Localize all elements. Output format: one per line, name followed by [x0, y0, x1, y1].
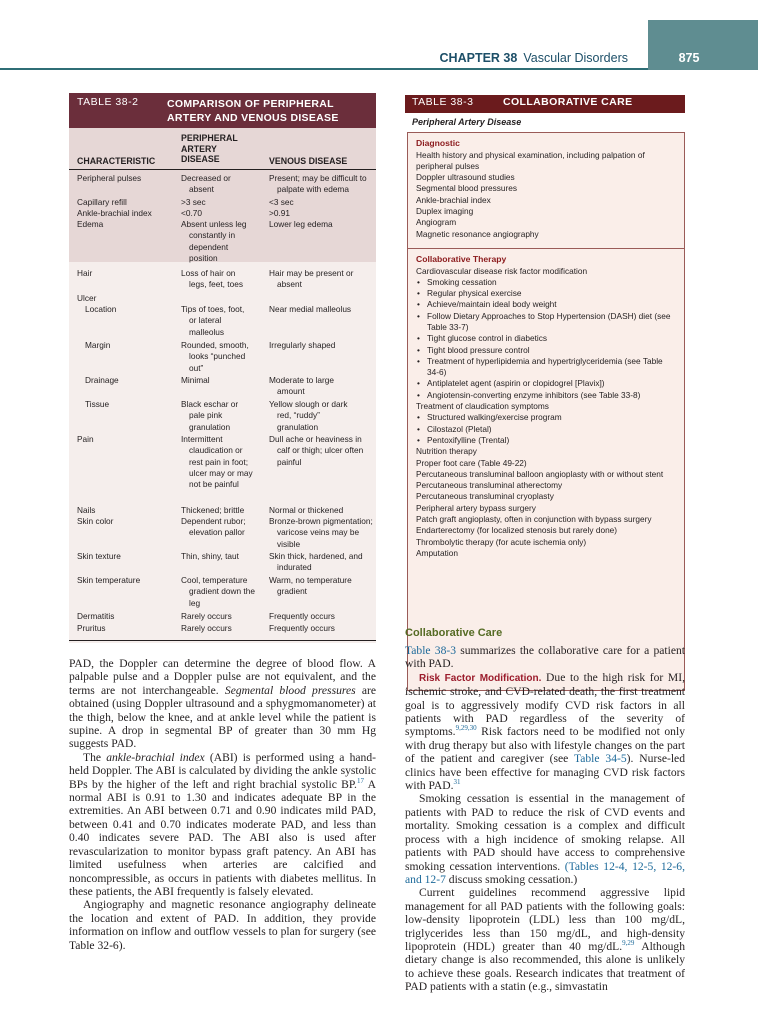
text-run: Current guidelines recommend aggressive lipid management for all PAD patients with the following goals: low-density lipoprotein (LDL) less than 100 mg/dL, triglycerides less than 150 mg/dL, and high-density lipoprotein (HDL) greater than 40 mg/dL.	[405, 886, 685, 953]
cell-pad: Rarely occurs	[181, 623, 232, 633]
running-head	[440, 51, 628, 65]
list-item: Percutaneous transluminal atherectomy	[416, 480, 563, 491]
cell-characteristic: Skin temperature	[77, 575, 141, 585]
cell-venous: Irregularly shaped	[269, 340, 336, 350]
paragraph	[69, 751, 376, 898]
cell-pad: Minimal	[181, 375, 210, 385]
table-link[interactable]: Table 34-5	[573, 752, 627, 766]
column-header-venous: VENOUS DISEASE	[269, 156, 348, 166]
italic-term: Segmental blood pressures	[224, 683, 356, 697]
bullet-item: • Tight glucose control in diabetics	[416, 333, 684, 344]
table-bottom-rule	[69, 640, 376, 641]
table-header-bar	[69, 93, 376, 128]
table-38-2	[69, 93, 376, 643]
text-run: A normal ABI is 0.91 to 1.30 and indicates adequate BP in the extremities. An ABI between 0.71 and 0.90 indicates mild PAD, between 0.41 and 0.70 indicates moderate PAD, and less than 0.40 indicates severe PAD. The ABI also is used after revascularization to monitor bypass graft patency. An ABI has limited usefulness when arteries are calcified and noncompressible, as occurs in patients with diabetes mellitus. In these patients, the ABI frequently is falsely elevated.	[69, 777, 376, 898]
table-link[interactable]: Table 38-3	[405, 644, 457, 657]
chapter-label: CHAPTER 38	[439, 51, 518, 65]
cell-venous: Warm, no temperature gradient	[269, 575, 352, 597]
list-item: Treatment of claudication symptoms	[416, 401, 549, 412]
cell-characteristic: Peripheral pulses	[77, 173, 142, 183]
cell-pad: Black eschar or pale pink granulation	[181, 399, 239, 432]
list-item: Angiogram	[416, 217, 457, 228]
bullet-item: • Pentoxifylline (Trental)	[416, 435, 684, 446]
cell-pad: Rounded, smooth, looks “punched out”	[181, 340, 249, 373]
cell-venous: Dull ache or heaviness in calf or thigh; ulcer often painful	[269, 434, 364, 467]
bullet-item: • Cilostazol (Pletal)	[416, 424, 684, 435]
cell-pad: Absent unless leg constantly in dependent position	[181, 219, 247, 263]
table-subtitle: Peripheral Artery Disease	[412, 117, 522, 127]
cell-venous: <3 sec	[269, 197, 294, 207]
list-item: Segmental blood pressures	[416, 183, 518, 194]
text-run: PAD, the Doppler can determine the degree of blood flow. A palpable pulse and a Doppler pulse are not equivalent, and the terms are not interchangeable.	[69, 657, 376, 697]
therapy-heading: Collaborative Therapy	[416, 254, 507, 264]
cell-pad: >3 sec	[181, 197, 206, 207]
cell-characteristic: Skin color	[77, 516, 114, 526]
cell-pad: Thickened; brittle	[181, 505, 245, 515]
bullet-item: • Angiotensin-converting enzyme inhibitors (see Table 33-8)	[416, 390, 684, 401]
list-item: Percutaneous transluminal balloon angioplasty with or without stent	[416, 468, 664, 479]
italic-term: ankle-brachial index	[106, 750, 205, 764]
cell-characteristic: Tissue	[85, 399, 110, 409]
cell-characteristic: Ulcer	[77, 293, 97, 303]
table-header-bar	[405, 95, 685, 113]
bullet-item: • Follow Dietary Approaches to Stop Hypertension (DASH) diet (see Table 33-7)	[416, 311, 684, 334]
chapter-title: Vascular Disorders	[523, 51, 628, 65]
left-column-text	[69, 657, 376, 952]
table-number: TABLE 38-2	[77, 96, 139, 108]
cell-characteristic: Skin texture	[77, 551, 121, 561]
page-number: 875	[678, 51, 700, 65]
cell-characteristic: Nails	[77, 505, 96, 515]
table-title: COMPARISON OF PERIPHERAL ARTERY AND VENOUS DISEASE	[167, 98, 339, 124]
text-run: Due to the high risk for MI, ischemic stroke, and CVD-related death, the first treatment goal is to aggressively modify CVD risk factors in all patients with PAD regardless of the severity of symptoms.	[405, 670, 685, 739]
cell-pad: Loss of hair on legs, feet, toes	[181, 268, 243, 290]
text-run: discuss smoking cessation.)	[445, 872, 578, 886]
list-item: Cardiovascular disease risk factor modification	[416, 265, 588, 276]
cell-characteristic: Capillary refill	[77, 197, 127, 207]
cell-venous: Frequently occurs	[269, 623, 335, 633]
text-run: summarizes the collaborative care for a patient with PAD.	[405, 644, 686, 671]
bullet-item: • Smoking cessation	[416, 277, 684, 288]
text-run: Although dietary change is also recommended, this alone is unlikely to achieve these goals. Research indicates that treatment of PAD patients with a statin (e.g., simvastatin	[405, 939, 686, 994]
cell-venous: Moderate to large amount	[269, 375, 335, 397]
therapy-section	[416, 254, 684, 559]
cell-pad: Decreased or absent	[181, 173, 231, 195]
column-header-characteristic: CHARACTERISTIC	[77, 156, 156, 166]
list-item: Patch graft angioplasty, often in conjunction with bypass surgery	[416, 514, 652, 525]
table-link[interactable]: (Tables 12-4, 12-5, 12-6, and 12-7	[405, 859, 685, 886]
list-item: Endarterectomy (for localized stenosis but rarely done)	[416, 525, 618, 536]
cell-characteristic: Margin	[85, 340, 111, 350]
cell-pad: Thin, shiny, taut	[181, 551, 239, 561]
cell-venous: Lower leg edema	[269, 219, 333, 229]
table-38-3	[405, 95, 685, 595]
cell-pad: Cool, temperature gradient down the leg	[181, 575, 255, 608]
text-run: ). Nurse-led clinics have been effective for managing CVD risk factors with PAD.	[405, 752, 686, 793]
table-title: COLLABORATIVE CARE	[503, 96, 633, 108]
right-column-text	[405, 644, 685, 994]
table-panel	[407, 132, 685, 691]
list-item: Ankle-brachial index	[416, 194, 491, 205]
text-run: The	[83, 750, 107, 764]
text-run: Risk factors need to be modified not only with drug therapy but also with lifestyle changes on the part of the patient and caregiver (see	[405, 725, 685, 766]
column-header-pad: PERIPHERAL ARTERY DISEASE	[181, 133, 238, 164]
cell-characteristic: Ankle-brachial index	[77, 208, 152, 218]
table-number: TABLE 38-3	[412, 96, 474, 108]
header-rule	[0, 68, 648, 70]
cell-pad: Tips of toes, foot, or lateral malleolus	[181, 304, 245, 337]
cell-characteristic: Pruritus	[77, 623, 106, 633]
run-in-heading: Risk Factor Modification.	[419, 672, 542, 684]
cell-venous: Present; may be difficult to palpate with edema	[269, 173, 367, 195]
list-item: Proper foot care (Table 49-22)	[416, 457, 527, 468]
list-item: Nutrition therapy	[416, 446, 477, 457]
reference-superscript[interactable]: 31	[453, 778, 461, 787]
cell-venous: Normal or thickened	[269, 505, 344, 515]
list-item: Doppler ultrasound studies	[416, 172, 515, 183]
section-divider	[408, 248, 684, 249]
bullet-item: • Regular physical exercise	[416, 288, 684, 299]
cell-pad: Dependent rubor; elevation pallor	[181, 516, 246, 538]
reference-superscript[interactable]: 9,29	[622, 939, 635, 948]
cell-venous: Skin thick, hardened, and indurated	[269, 551, 363, 573]
bullet-item: • Structured walking/exercise program	[416, 412, 684, 423]
cell-venous: Bronze-brown pigmentation; varicose veins may be visible	[269, 516, 373, 549]
list-item	[416, 150, 671, 173]
paragraph	[405, 792, 685, 886]
cell-venous: >0.91	[269, 208, 290, 218]
text-run: are obtained (using Doppler ultrasound and a sphygmomanometer) at the thigh, below the knee, and at ankle level while the patient is supine. A drop in segmental BP of greater than 30 mm Hg suggests PAD.	[69, 683, 376, 751]
bullet-item: • Antiplatelet agent (aspirin or clopidogrel [Plavix])	[416, 378, 684, 389]
bullet-item: • Tight blood pressure control	[416, 345, 684, 356]
cell-pad: <0.70	[181, 208, 202, 218]
cell-characteristic: Pain	[77, 434, 94, 444]
paragraph	[405, 644, 685, 671]
paragraph	[69, 657, 376, 751]
diagnostic-section	[416, 138, 684, 240]
list-item: Amputation	[416, 547, 458, 558]
cell-characteristic: Hair	[77, 268, 93, 278]
paragraph	[405, 886, 685, 993]
list-item: Magnetic resonance angiography	[416, 228, 539, 239]
text-run: (ABI) is performed using a hand-held Doppler. The ABI is calculated by dividing the ankle systolic BPs by the higher of the left and right brachial systolic BP.	[69, 750, 376, 791]
cell-characteristic: Edema	[77, 219, 104, 229]
list-item: Peripheral artery bypass surgery	[416, 502, 536, 513]
bullet-item: • Achieve/maintain ideal body weight	[416, 299, 684, 310]
reference-superscript[interactable]: 9,29,30	[455, 724, 477, 733]
header-rule	[69, 169, 376, 170]
bullet-item: • Treatment of hyperlipidemia and hypertriglyceridemia (see Table 34-6)	[416, 356, 666, 379]
section-heading: Collaborative Care	[405, 627, 503, 639]
list-item-text: Health history and physical examination, including palpation of peripheral pulses	[416, 149, 645, 171]
diagnostic-heading: Diagnostic	[416, 138, 460, 148]
list-item: Duplex imaging	[416, 205, 474, 216]
cell-characteristic: Drainage	[85, 375, 119, 385]
cell-venous: Hair may be present or absent	[269, 268, 354, 290]
paragraph	[405, 671, 685, 793]
cell-venous: Near medial malleolus	[269, 304, 352, 314]
cell-venous: Yellow slough or dark red, “ruddy” granulation	[269, 399, 348, 432]
paragraph: Angiography and magnetic resonance angiography delineate the location and extent of PAD. In addition, they provide information on inflow and outflow vessels to plan for surgery (see Table 32-6).	[69, 898, 376, 952]
reference-superscript[interactable]: 17	[356, 776, 364, 785]
cell-pad: Intermittent claudication or rest pain in foot; ulcer may or may not be painful	[181, 434, 253, 490]
list-item: Percutaneous transluminal cryoplasty	[416, 491, 554, 502]
text-run: Smoking cessation is essential in the management of patients with PAD to reduce the risk of CVD events and mortality. Smoking cessation is a complex and difficult process with a high incidence of smoking relapse. All patients with PAD should have access to comprehensive smoking cessation interventions.	[405, 792, 685, 873]
list-item: Thrombolytic therapy (for acute ischemia only)	[416, 536, 587, 547]
cell-pad: Rarely occurs	[181, 611, 232, 621]
cell-characteristic: Dermatitis	[77, 611, 115, 621]
cell-characteristic: Location	[85, 304, 117, 314]
cell-venous: Frequently occurs	[269, 611, 335, 621]
